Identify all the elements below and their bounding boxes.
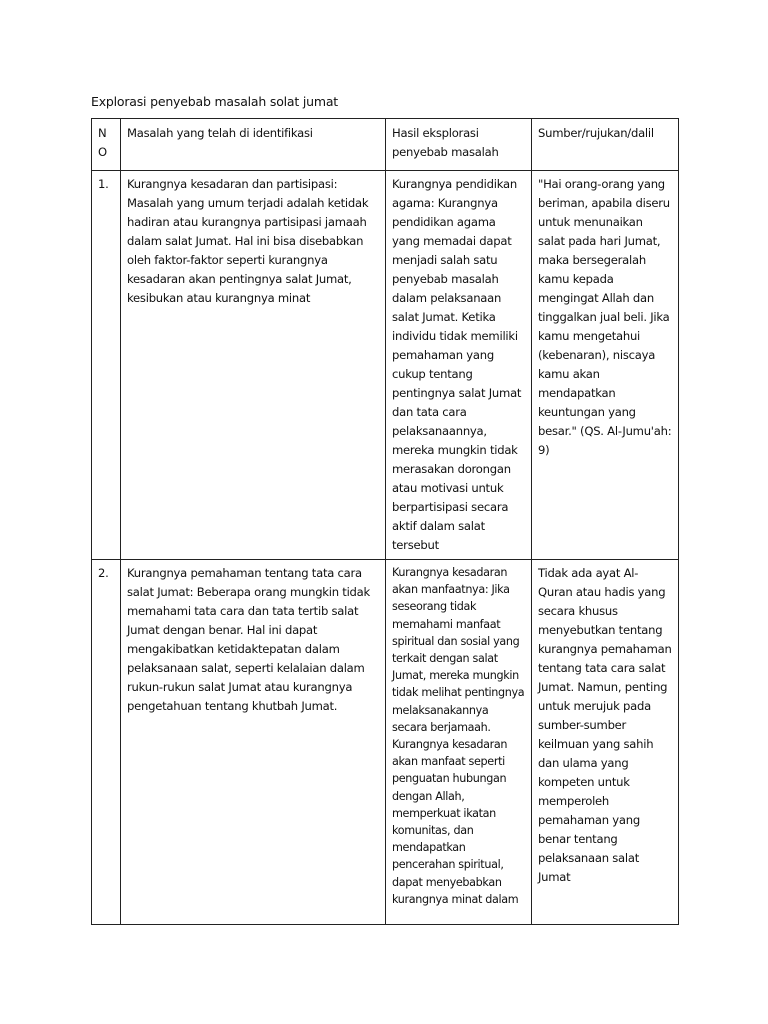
row-number: 1. xyxy=(92,171,121,560)
table-header-row xyxy=(92,119,679,171)
table-row xyxy=(92,171,679,560)
cell-hasil: Kurangnya kesadaran akan manfaatnya: Jika seseorang tidak memahami manfaat spiritual dan sosial yang terkait dengan salat Jumat, mereka mungkin tidak melihat pentingnya melaksanakannya secara berjamaah. Kurangnya kesadaran akan manfaat seperti penguatan hubungan dengan Allah, memperkuat ikatan komunitas, dan mendapatkan pencerahan spiritual, dapat menyebabkan kurangnya minat dalam xyxy=(386,560,532,925)
header-sumber: Sumber/rujukan/dalil xyxy=(532,119,679,171)
table-row xyxy=(92,560,679,925)
row-number: 2. xyxy=(92,560,121,925)
problem-table xyxy=(91,118,679,925)
header-hasil: Hasil eksplorasi penyebab masalah xyxy=(386,119,532,171)
header-no: N O xyxy=(92,119,121,171)
cell-sumber: Tidak ada ayat Al-Quran atau hadis yang secara khusus menyebutkan tentang kurangnya pemahaman tentang tata cara salat Jumat. Namun, penting untuk merujuk pada sumber-sumber keilmuan yang sahih dan ulama yang kompeten untuk memperoleh pemahaman yang benar tentang pelaksanaan salat Jumat xyxy=(532,560,679,925)
page-title: Explorasi penyebab masalah solat jumat xyxy=(91,94,338,109)
cell-hasil: Kurangnya pendidikan agama: Kurangnya pendidikan agama yang memadai dapat menjadi salah satu penyebab masalah dalam pelaksanaan salat Jumat. Ketika individu tidak memiliki pemahaman yang cukup tentang pentingnya salat Jumat dan tata cara pelaksanaannya, mereka mungkin tidak merasakan dorongan atau motivasi untuk berpartisipasi secara aktif dalam salat tersebut xyxy=(386,171,532,560)
header-masalah: Masalah yang telah di identifikasi xyxy=(121,119,386,171)
cell-masalah: Kurangnya kesadaran dan partisipasi: Masalah yang umum terjadi adalah ketidak hadiran atau kurangnya partisipasi jamaah dalam salat Jumat. Hal ini bisa disebabkan oleh faktor-faktor seperti kurangnya kesadaran akan pentingnya salat Jumat, kesibukan atau kurangnya minat xyxy=(121,171,386,560)
cell-sumber: "Hai orang-orang yang beriman, apabila diseru untuk menunaikan salat pada hari Jumat, maka bersegeralah kamu kepada mengingat Allah dan tinggalkan jual beli. Jika kamu mengetahui (kebenaran), niscaya kamu akan mendapatkan keuntungan yang besar." (QS. Al-Jumu'ah: 9) xyxy=(532,171,679,560)
cell-masalah: Kurangnya pemahaman tentang tata cara salat Jumat: Beberapa orang mungkin tidak memahami tata cara dan tata tertib salat Jumat dengan benar. Hal ini dapat mengakibatkan ketidaktepatan dalam pelaksanaan salat, seperti kelalaian dalam rukun-rukun salat Jumat atau kurangnya pengetahuan tentang khutbah Jumat. xyxy=(121,560,386,925)
